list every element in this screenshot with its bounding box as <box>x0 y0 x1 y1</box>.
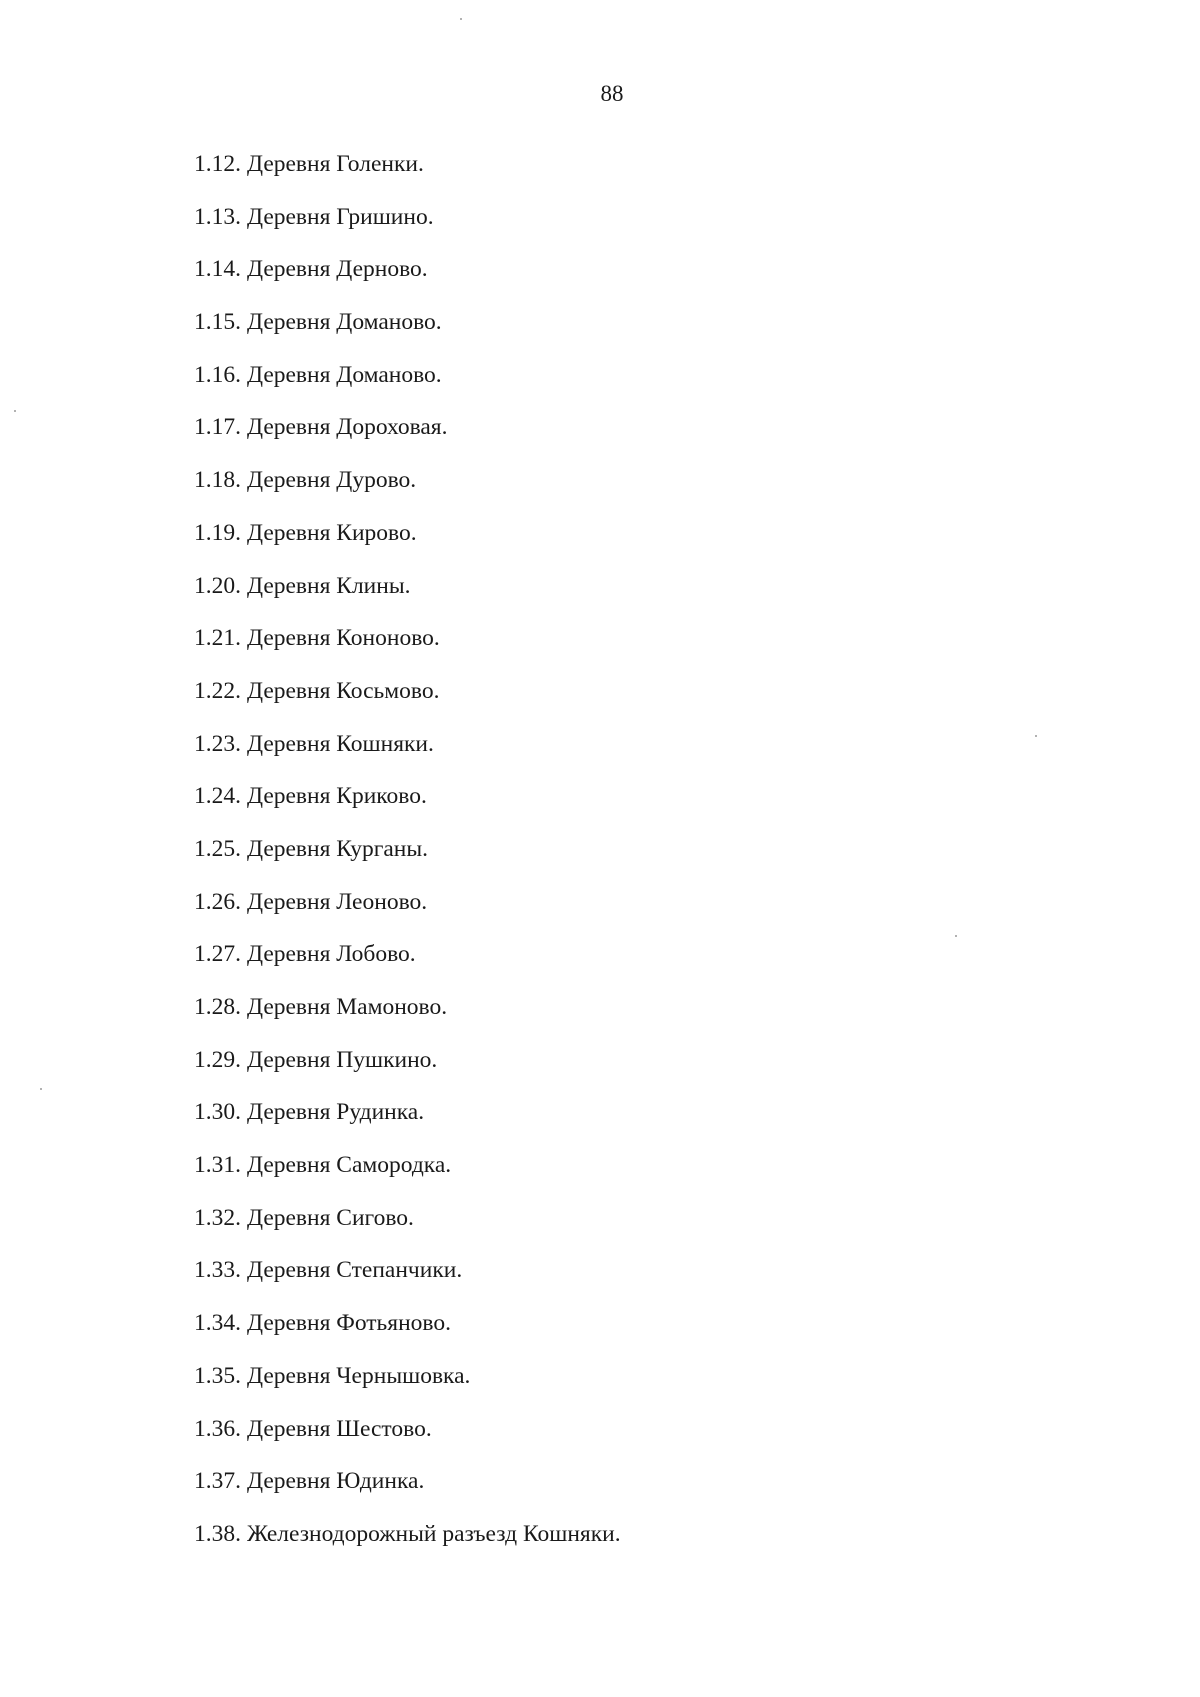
item-text: Деревня Косьмово. <box>247 677 440 704</box>
item-number: 1.33. <box>194 1257 241 1284</box>
list-item <box>194 413 621 466</box>
item-text: Деревня Клины. <box>247 572 411 599</box>
list-item <box>194 308 621 361</box>
list-item <box>194 361 621 414</box>
item-text: Деревня Рудинка. <box>247 1099 425 1126</box>
page-number: 88 <box>600 81 624 106</box>
item-text: Деревня Доманово. <box>247 361 442 388</box>
list-item <box>194 150 621 203</box>
item-number: 1.12. <box>194 151 241 177</box>
item-number: 1.37. <box>194 1468 241 1495</box>
list-item <box>194 203 621 256</box>
item-number: 1.20. <box>194 572 241 599</box>
list-item <box>194 1362 621 1415</box>
list-item <box>194 1046 621 1099</box>
list-item <box>194 835 621 888</box>
scan-speck <box>460 18 462 20</box>
item-number: 1.21. <box>194 625 241 652</box>
list-item <box>194 624 621 677</box>
item-text: Деревня Доманово. <box>247 309 442 336</box>
item-text: Деревня Кошняки. <box>247 730 434 757</box>
list-item <box>194 255 621 308</box>
item-number: 1.14. <box>194 256 241 283</box>
item-text: Деревня Юдинка. <box>247 1468 425 1495</box>
item-text: Деревня Фотьяново. <box>247 1310 451 1337</box>
item-number: 1.13. <box>194 203 241 230</box>
item-number: 1.32. <box>194 1204 241 1231</box>
list-item <box>194 519 621 572</box>
item-text: Деревня Пушкино. <box>247 1046 438 1073</box>
item-number: 1.17. <box>194 414 241 441</box>
list-item <box>194 1098 621 1151</box>
item-number: 1.29. <box>194 1046 241 1073</box>
scan-speck <box>1035 735 1037 737</box>
item-text: Деревня Дерново. <box>247 256 428 283</box>
item-text: Деревня Курганы. <box>247 835 429 862</box>
item-text: Деревня Кирово. <box>247 519 417 546</box>
list-item <box>194 572 621 625</box>
list-item <box>194 1415 621 1468</box>
item-number: 1.28. <box>194 994 241 1020</box>
list-item <box>194 1256 621 1309</box>
item-number: 1.31. <box>194 1152 241 1179</box>
item-text: Деревня Дороховая. <box>247 414 448 441</box>
list-item <box>194 1467 621 1520</box>
item-text: Деревня Мамоново. <box>247 994 448 1020</box>
item-number: 1.19. <box>194 519 241 546</box>
item-text: Деревня Криково. <box>247 783 427 810</box>
settlement-list <box>194 150 621 1573</box>
item-number: 1.35. <box>194 1362 241 1389</box>
item-text: Деревня Кононово. <box>247 625 440 652</box>
scan-speck <box>14 410 16 412</box>
list-item <box>194 1204 621 1257</box>
item-number: 1.36. <box>194 1415 241 1442</box>
item-text: Деревня Шестово. <box>247 1415 432 1442</box>
item-text: Деревня Гришино. <box>247 203 434 230</box>
item-text: Деревня Чернышовка. <box>247 1362 471 1389</box>
item-text: Железнодорожный разъезд Кошняки. <box>247 1520 621 1547</box>
item-text: Деревня Леоново. <box>247 888 428 915</box>
item-number: 1.25. <box>194 835 241 862</box>
list-item <box>194 730 621 783</box>
list-item <box>194 677 621 730</box>
item-number: 1.22. <box>194 677 241 704</box>
item-text: Деревня Самородка. <box>247 1152 452 1179</box>
item-number: 1.30. <box>194 1099 241 1126</box>
item-number: 1.34. <box>194 1310 241 1337</box>
item-text: Деревня Лобово. <box>247 941 416 968</box>
list-item <box>194 940 621 993</box>
item-number: 1.23. <box>194 730 241 757</box>
list-item <box>194 1151 621 1204</box>
scan-speck <box>40 1088 42 1090</box>
item-number: 1.27. <box>194 941 241 968</box>
list-item <box>194 888 621 941</box>
item-number: 1.24. <box>194 783 241 810</box>
list-item <box>194 1309 621 1362</box>
item-text: Деревня Сигово. <box>247 1204 414 1231</box>
item-text: Деревня Дурово. <box>247 467 417 494</box>
item-number: 1.18. <box>194 467 241 494</box>
list-item <box>194 1520 621 1573</box>
item-number: 1.16. <box>194 361 241 388</box>
list-item <box>194 466 621 519</box>
item-number: 1.15. <box>194 309 241 336</box>
item-number: 1.38. <box>194 1520 241 1547</box>
list-item <box>194 782 621 835</box>
item-text: Деревня Голенки. <box>247 151 424 177</box>
list-item <box>194 993 621 1046</box>
item-text: Деревня Степанчики. <box>247 1257 463 1284</box>
item-number: 1.26. <box>194 888 241 915</box>
scan-speck <box>955 935 957 937</box>
